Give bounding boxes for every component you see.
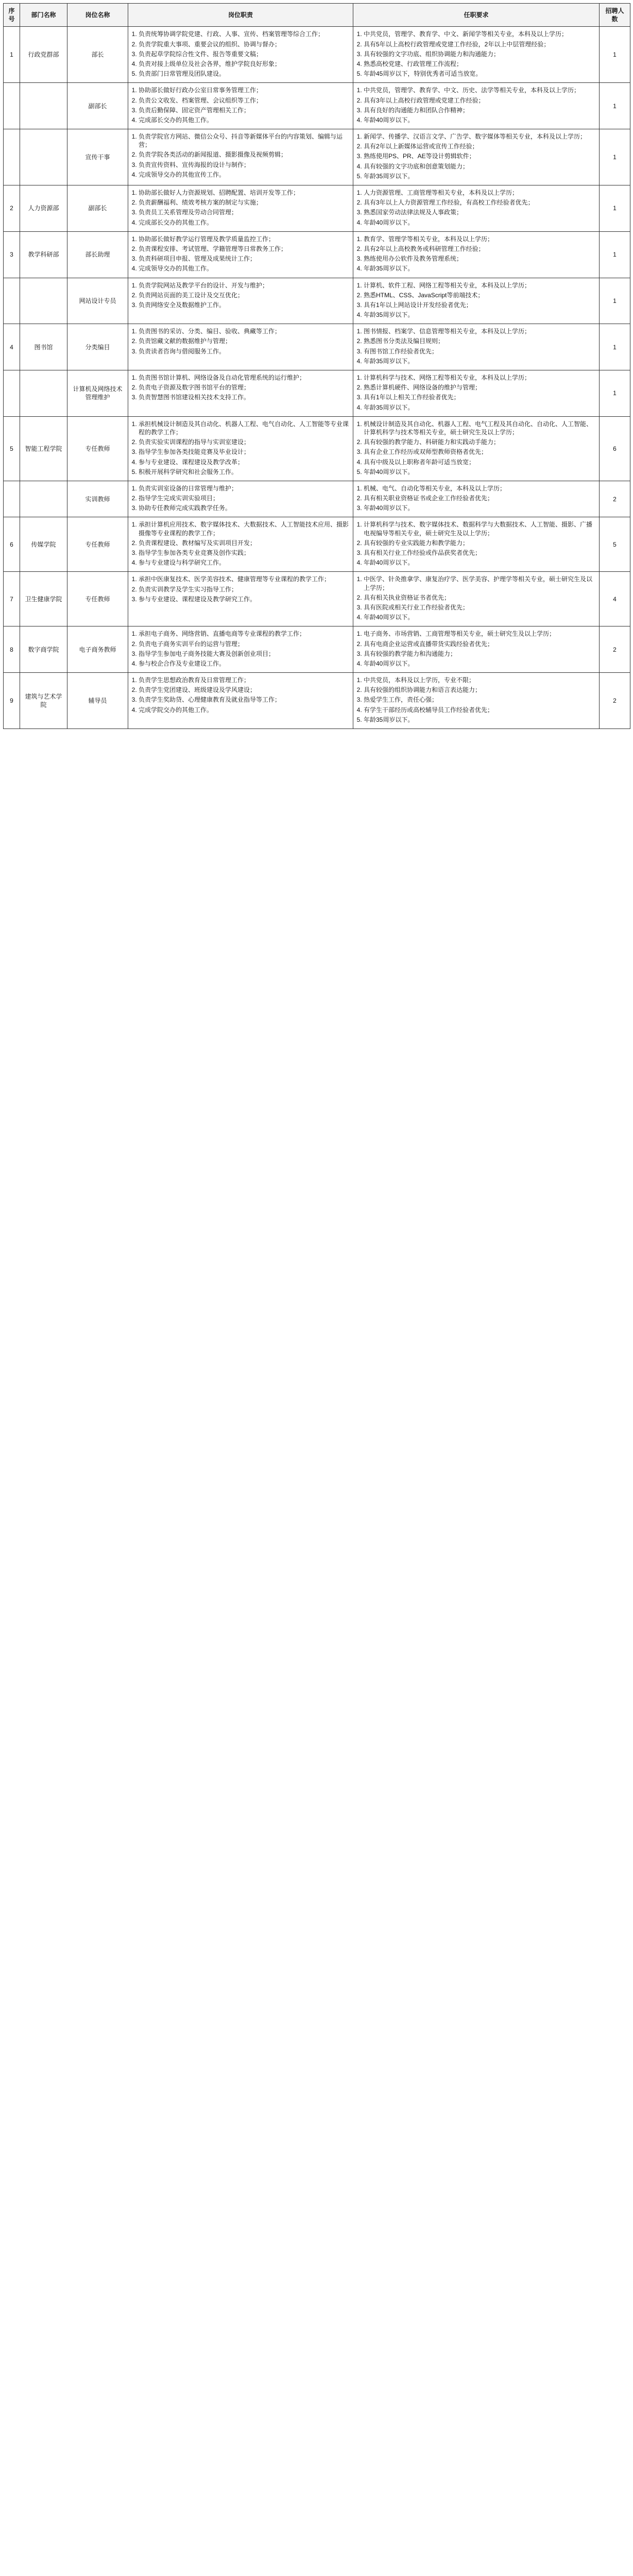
- requirement-item: 3. 具有企业工作经历或双师型教师资格者优先；: [364, 448, 596, 456]
- requirement-item: 4. 具有中级及以上职称者年龄可适当放宽；: [364, 458, 596, 466]
- requirement-item: 4. 有学生干部经历或高校辅导员工作经验者优先；: [364, 706, 596, 714]
- requirements-list: [356, 420, 596, 476]
- requirement-item: 1. 中医学、针灸推拿学、康复治疗学、医学美容、护理学等相关专业，硕士研究生及以上学历；: [364, 575, 596, 591]
- header-post: 岗位名称: [67, 4, 128, 27]
- duty-item: 1. 协助部长做好人力资源规划、招聘配置、培训开发等工作；: [139, 189, 350, 197]
- table-body: [4, 27, 630, 729]
- row-count: 1: [600, 231, 630, 278]
- requirement-item: 5. 年龄35周岁以下。: [364, 172, 596, 180]
- duty-item: 2. 负责网站页面的美工设计及交互优化；: [139, 291, 350, 299]
- requirement-item: 4. 熟悉高校党建、行政管理工作流程；: [364, 60, 596, 68]
- duty-item: 3. 协助专任教师完成实践教学任务。: [139, 504, 350, 512]
- requirement-item: 3. 具有较强的文字功底、组织协调能力和沟通能力；: [364, 50, 596, 58]
- header-count: 招聘人数: [600, 4, 630, 27]
- duty-item: 1. 承担中医康复技术、医学美容技术、健康管理等专业课程的教学工作；: [139, 575, 350, 583]
- requirements-list: [356, 575, 596, 621]
- duty-item: 4. 参与专业建设与科学研究工作。: [139, 558, 350, 567]
- row-serial: 4: [4, 324, 20, 370]
- row-duties: [128, 129, 353, 185]
- row-serial: [4, 129, 20, 185]
- duties-list: [131, 132, 350, 179]
- row-count: 5: [600, 517, 630, 572]
- requirement-item: 2. 熟悉HTML、CSS、JavaScript等前端技术；: [364, 291, 596, 299]
- row-department: [20, 129, 67, 185]
- requirements-list: [356, 132, 596, 180]
- row-requirements: [353, 278, 600, 324]
- row-post: 部长: [67, 27, 128, 83]
- row-duties: [128, 231, 353, 278]
- row-department: [20, 481, 67, 517]
- requirement-item: 1. 人力资源管理、工商管理等相关专业，本科及以上学历；: [364, 189, 596, 197]
- duty-item: 2. 负责课程安排、考试管理、学籍管理等日常教务工作；: [139, 245, 350, 253]
- requirement-item: 2. 具有2年以上新媒体运营或宣传工作经验；: [364, 142, 596, 150]
- duty-item: 2. 负责课程建设、教材编写及实训项目开发；: [139, 539, 350, 547]
- requirement-item: 1. 中共党员，管理学、教育学、中文、新闻学等相关专业，本科及以上学历；: [364, 30, 596, 38]
- row-serial: 3: [4, 231, 20, 278]
- requirement-item: 4. 年龄35周岁以下。: [364, 357, 596, 365]
- row-requirements: [353, 572, 600, 626]
- requirements-list: [356, 86, 596, 124]
- row-serial: 7: [4, 572, 20, 626]
- requirement-item: 4. 年龄35周岁以下。: [364, 403, 596, 412]
- row-requirements: [353, 481, 600, 517]
- requirement-item: 2. 具有较强的专业实践能力和教学能力；: [364, 539, 596, 547]
- duty-item: 4. 完成领导交办的其他宣传工作。: [139, 171, 350, 179]
- requirement-item: 1. 中共党员，本科及以上学历，专业不限；: [364, 676, 596, 684]
- duty-item: 1. 负责学院网站及教学平台的设计、开发与维护；: [139, 281, 350, 290]
- row-department: [20, 370, 67, 417]
- requirement-item: 4. 年龄40周岁以下。: [364, 659, 596, 668]
- row-post: 副部长: [67, 83, 128, 129]
- row-count: 6: [600, 416, 630, 481]
- row-count: 2: [600, 673, 630, 729]
- duty-item: 1. 负责学院官方网站、微信公众号、抖音等新媒体平台的内容策划、编辑与运营；: [139, 132, 350, 149]
- row-count: 4: [600, 572, 630, 626]
- row-department: 卫生健康学院: [20, 572, 67, 626]
- duties-list: [131, 374, 350, 402]
- row-duties: [128, 324, 353, 370]
- row-duties: [128, 517, 353, 572]
- requirements-list: [356, 630, 596, 668]
- duties-list: [131, 520, 350, 567]
- requirement-item: 2. 具有5年以上高校行政管理或党建工作经验，2年以上中层管理经验；: [364, 40, 596, 48]
- duty-item: 3. 负责读者咨询与借阅服务工作。: [139, 347, 350, 355]
- requirements-list: [356, 30, 596, 78]
- duty-item: 4. 完成学院交办的其他工作。: [139, 706, 350, 714]
- row-count: 1: [600, 27, 630, 83]
- row-department: 智能工程学院: [20, 416, 67, 481]
- table-row: [4, 416, 630, 481]
- row-requirements: [353, 673, 600, 729]
- header-department: 部门名称: [20, 4, 67, 27]
- duties-list: [131, 630, 350, 668]
- row-post: 专任教师: [67, 517, 128, 572]
- requirement-item: 3. 热爱学生工作，责任心强；: [364, 696, 596, 704]
- requirement-item: 5. 年龄45周岁以下，特别优秀者可适当放宽。: [364, 70, 596, 78]
- table-row: [4, 27, 630, 83]
- duty-item: 4. 完成部长交办的其他工作。: [139, 116, 350, 124]
- table-row: [4, 572, 630, 626]
- requirement-item: 3. 有图书馆工作经验者优先；: [364, 347, 596, 355]
- row-duties: [128, 626, 353, 673]
- duty-item: 3. 负责科研项目申报、管理及成果统计工作；: [139, 255, 350, 263]
- requirement-item: 2. 熟悉计算机硬件、网络设备的维护与管理；: [364, 383, 596, 392]
- duty-item: 3. 负责智慧图书馆建设相关技术支持工作。: [139, 393, 350, 401]
- requirement-item: 2. 具有2年以上高校教务或科研管理工作经验；: [364, 245, 596, 253]
- requirement-item: 3. 具有相关行业工作经验或作品获奖者优先；: [364, 549, 596, 557]
- row-serial: [4, 481, 20, 517]
- requirement-item: 4. 年龄35周岁以下。: [364, 264, 596, 273]
- row-requirements: [353, 626, 600, 673]
- duty-item: 4. 参与校企合作及专业建设工作。: [139, 659, 350, 668]
- duty-item: 3. 负责员工关系管理及劳动合同管理；: [139, 208, 350, 216]
- row-count: 1: [600, 324, 630, 370]
- duty-item: 1. 承担机械设计制造及其自动化、机器人工程、电气自动化、人工智能等专业课程的教学工作；: [139, 420, 350, 436]
- requirement-item: 3. 熟练使用办公软件及教务管理系统；: [364, 255, 596, 263]
- row-post: 专任教师: [67, 416, 128, 481]
- duty-item: 1. 负责学生思想政治教育及日常管理工作；: [139, 676, 350, 684]
- duty-item: 3. 指导学生参加各类技能竞赛及毕业设计；: [139, 448, 350, 456]
- row-duties: [128, 83, 353, 129]
- row-requirements: [353, 231, 600, 278]
- duties-list: [131, 484, 350, 513]
- duty-item: 1. 承担计算机应用技术、数字媒体技术、大数据技术、人工智能技术应用、摄影摄像等专业课程的教学工作；: [139, 520, 350, 537]
- requirement-item: 3. 年龄40周岁以下。: [364, 504, 596, 512]
- row-serial: 2: [4, 185, 20, 232]
- requirement-item: 3. 熟悉国家劳动法律法规及人事政策；: [364, 208, 596, 216]
- row-department: 行政党群部: [20, 27, 67, 83]
- row-department: 教学科研部: [20, 231, 67, 278]
- duty-item: 4. 参与专业建设、课程建设及教学改革；: [139, 458, 350, 466]
- requirement-item: 5. 年龄35周岁以下。: [364, 716, 596, 724]
- header-serial: 序号: [4, 4, 20, 27]
- row-serial: 1: [4, 27, 20, 83]
- row-requirements: [353, 27, 600, 83]
- requirement-item: 1. 中共党员，管理学、教育学、中文、历史、法学等相关专业，本科及以上学历；: [364, 86, 596, 94]
- row-department: [20, 83, 67, 129]
- table-row: [4, 626, 630, 673]
- duty-item: 2. 负责实验实训课程的指导与实训室建设；: [139, 438, 350, 446]
- requirement-item: 3. 具有1年以上网站设计开发经验者优先；: [364, 301, 596, 309]
- requirement-item: 1. 机械、电气、自动化等相关专业，本科及以上学历；: [364, 484, 596, 493]
- row-requirements: [353, 83, 600, 129]
- requirement-item: 1. 图书情报、档案学、信息管理等相关专业，本科及以上学历；: [364, 327, 596, 335]
- row-duties: [128, 185, 353, 232]
- duties-list: [131, 235, 350, 273]
- row-count: 2: [600, 481, 630, 517]
- duty-item: 1. 负责统筹协调学院党建、行政、人事、宣传、档案管理等综合工作；: [139, 30, 350, 38]
- row-requirements: [353, 517, 600, 572]
- duty-item: 4. 完成领导交办的其他工作。: [139, 264, 350, 273]
- requirement-item: 2. 具有相关执业资格证书者优先；: [364, 594, 596, 602]
- duty-item: 2. 负责实训教学及学生实习指导工作；: [139, 585, 350, 594]
- table-header: [4, 4, 630, 27]
- table-row: [4, 129, 630, 185]
- requirement-item: 4. 年龄40周岁以下。: [364, 558, 596, 567]
- row-serial: 9: [4, 673, 20, 729]
- requirement-item: 3. 熟练使用PS、PR、AE等设计剪辑软件；: [364, 152, 596, 160]
- duty-item: 3. 负责网络安全及数据维护工作。: [139, 301, 350, 309]
- duties-list: [131, 30, 350, 78]
- requirement-item: 2. 具有3年以上高校行政管理或党建工作经验；: [364, 96, 596, 105]
- row-count: 2: [600, 626, 630, 673]
- requirements-list: [356, 374, 596, 412]
- row-post: 分类编目: [67, 324, 128, 370]
- duty-item: 3. 指导学生参加电子商务技能大赛及创新创业项目；: [139, 650, 350, 658]
- row-requirements: [353, 416, 600, 481]
- duties-list: [131, 676, 350, 714]
- row-requirements: [353, 370, 600, 417]
- duty-item: 3. 指导学生参加各类专业竞赛及创作实践；: [139, 549, 350, 557]
- recruitment-document: [0, 0, 633, 734]
- table-row: [4, 481, 630, 517]
- row-serial: 5: [4, 416, 20, 481]
- row-duties: [128, 416, 353, 481]
- duties-list: [131, 281, 350, 310]
- row-serial: [4, 83, 20, 129]
- row-department: 建筑与艺术学院: [20, 673, 67, 729]
- requirement-item: 1. 电子商务、市场营销、工商管理等相关专业，硕士研究生及以上学历；: [364, 630, 596, 638]
- row-post: 实训教师: [67, 481, 128, 517]
- requirement-item: 1. 机械设计制造及其自动化、机器人工程、电气工程及其自动化、自动化、人工智能、计算机科学与技术等相关专业，硕士研究生及以上学历；: [364, 420, 596, 436]
- table-row: [4, 370, 630, 417]
- row-post: 专任教师: [67, 572, 128, 626]
- duty-item: 1. 负责图书的采访、分类、编目、验收、典藏等工作；: [139, 327, 350, 335]
- requirement-item: 1. 计算机科学与技术、数字媒体技术、数据科学与大数据技术、人工智能、摄影、广播电视编导等相关专业，硕士研究生及以上学历；: [364, 520, 596, 537]
- requirements-list: [356, 281, 596, 319]
- duty-item: 2. 负责公文收发、档案管理、会议组织等工作；: [139, 96, 350, 105]
- duties-list: [131, 86, 350, 124]
- header-duties: 岗位职责: [128, 4, 353, 27]
- requirement-item: 1. 计算机、软件工程、网络工程等相关专业，本科及以上学历；: [364, 281, 596, 290]
- row-serial: [4, 370, 20, 417]
- row-post: 网站设计专员: [67, 278, 128, 324]
- duty-item: 3. 负责学生奖助贷、心理健康教育及就业指导等工作；: [139, 696, 350, 704]
- row-department: 人力资源部: [20, 185, 67, 232]
- requirement-item: 3. 具有良好的沟通能力和团队合作精神；: [364, 106, 596, 114]
- duty-item: 3. 负责后勤保障、固定资产管理相关工作；: [139, 106, 350, 114]
- requirement-item: 4. 具有较强的文字功底和创意策划能力；: [364, 162, 596, 171]
- row-requirements: [353, 129, 600, 185]
- table-row: [4, 517, 630, 572]
- duty-item: 2. 负责学院重大事项、重要会议的组织、协调与督办；: [139, 40, 350, 48]
- duty-item: 4. 负责对接上级单位及社会各界，维护学院良好形象；: [139, 60, 350, 68]
- table-row: [4, 278, 630, 324]
- requirements-list: [356, 235, 596, 273]
- row-department: 图书馆: [20, 324, 67, 370]
- duty-item: 1. 协助部长做好教学运行管理及教学质量监控工作；: [139, 235, 350, 243]
- requirement-item: 2. 熟悉图书分类法及编目规则；: [364, 337, 596, 345]
- requirement-item: 1. 教育学、管理学等相关专业，本科及以上学历；: [364, 235, 596, 243]
- duty-item: 3. 负责起草学院综合性文件、报告等重要文稿；: [139, 50, 350, 58]
- table-row: [4, 324, 630, 370]
- row-post: 电子商务教师: [67, 626, 128, 673]
- duty-item: 3. 负责宣传资料、宣传海报的设计与制作；: [139, 161, 350, 169]
- row-count: 1: [600, 278, 630, 324]
- requirement-item: 2. 具有较强的组织协调能力和语言表达能力；: [364, 686, 596, 694]
- requirement-item: 3. 具有医院或相关行业工作经验者优先；: [364, 603, 596, 612]
- requirement-item: 2. 具有电商企业运营或直播带货实践经验者优先；: [364, 640, 596, 648]
- duty-item: 2. 负责馆藏文献的数据维护与管理；: [139, 337, 350, 345]
- row-post: 辅导员: [67, 673, 128, 729]
- row-requirements: [353, 185, 600, 232]
- recruitment-table: [3, 3, 630, 729]
- row-count: 1: [600, 129, 630, 185]
- duty-item: 2. 负责学生党团建设、班级建设及学风建设；: [139, 686, 350, 694]
- duty-item: 2. 负责薪酬福利、绩效考核方案的制定与实施；: [139, 198, 350, 207]
- duties-list: [131, 327, 350, 355]
- requirement-item: 4. 年龄40周岁以下。: [364, 613, 596, 621]
- duty-item: 2. 负责电子商务实训平台的运营与管理；: [139, 640, 350, 648]
- row-requirements: [353, 324, 600, 370]
- duty-item: 1. 负责实训室设备的日常管理与维护；: [139, 484, 350, 493]
- duties-list: [131, 575, 350, 603]
- row-serial: 6: [4, 517, 20, 572]
- requirement-item: 5. 年龄40周岁以下。: [364, 468, 596, 476]
- requirement-item: 3. 具有1年以上相关工作经验者优先；: [364, 393, 596, 401]
- requirement-item: 1. 新闻学、传播学、汉语言文学、广告学、数字媒体等相关专业，本科及以上学历；: [364, 132, 596, 141]
- requirement-item: 4. 年龄40周岁以下。: [364, 218, 596, 227]
- row-post: 副部长: [67, 185, 128, 232]
- requirement-item: 4. 年龄35周岁以下。: [364, 311, 596, 319]
- duty-item: 3. 参与专业建设、课程建设及教学研究工作。: [139, 595, 350, 603]
- row-serial: [4, 278, 20, 324]
- row-count: 1: [600, 370, 630, 417]
- duty-item: 1. 承担电子商务、网络营销、直播电商等专业课程的教学工作；: [139, 630, 350, 638]
- row-duties: [128, 481, 353, 517]
- requirements-list: [356, 520, 596, 567]
- duty-item: 1. 负责图书馆计算机、网络设备及自动化管理系统的运行维护；: [139, 374, 350, 382]
- requirement-item: 2. 具有相关职业资格证书或企业工作经验者优先；: [364, 494, 596, 502]
- table-row: [4, 185, 630, 232]
- requirement-item: 3. 具有较强的教学能力和沟通能力；: [364, 650, 596, 658]
- row-department: [20, 278, 67, 324]
- row-count: 1: [600, 83, 630, 129]
- row-department: 传媒学院: [20, 517, 67, 572]
- requirements-list: [356, 484, 596, 513]
- row-duties: [128, 572, 353, 626]
- requirements-list: [356, 189, 596, 227]
- duties-list: [131, 420, 350, 476]
- requirement-item: 2. 具有较强的教学能力、科研能力和实践动手能力；: [364, 438, 596, 446]
- table-row: [4, 673, 630, 729]
- duty-item: 5. 积极开展科学研究和社会服务工作。: [139, 468, 350, 476]
- duty-item: 2. 负责电子资源及数字图书馆平台的管理；: [139, 383, 350, 392]
- row-post: 宣传干事: [67, 129, 128, 185]
- requirement-item: 1. 计算机科学与技术、网络工程等相关专业，本科及以上学历；: [364, 374, 596, 382]
- duty-item: 2. 负责学院各类活动的新闻报道、摄影摄像及视频剪辑；: [139, 150, 350, 159]
- header-requirements: 任职要求: [353, 4, 600, 27]
- requirement-item: 4. 年龄40周岁以下。: [364, 116, 596, 124]
- row-post: 部长助理: [67, 231, 128, 278]
- row-count: 1: [600, 185, 630, 232]
- row-department: 数字商学院: [20, 626, 67, 673]
- row-duties: [128, 673, 353, 729]
- duty-item: 4. 完成部长交办的其他工作。: [139, 218, 350, 227]
- duty-item: 1. 协助部长做好行政办公室日常事务管理工作；: [139, 86, 350, 94]
- requirements-list: [356, 676, 596, 724]
- row-duties: [128, 278, 353, 324]
- table-row: [4, 231, 630, 278]
- duties-list: [131, 189, 350, 227]
- row-serial: 8: [4, 626, 20, 673]
- row-duties: [128, 27, 353, 83]
- row-post: 计算机及网络技术管理维护: [67, 370, 128, 417]
- duty-item: 5. 负责部门日常管理及团队建设。: [139, 70, 350, 78]
- requirement-item: 2. 具有3年以上人力资源管理工作经验，有高校工作经验者优先；: [364, 198, 596, 207]
- table-row: [4, 83, 630, 129]
- requirements-list: [356, 327, 596, 365]
- row-duties: [128, 370, 353, 417]
- duty-item: 2. 指导学生完成实训实验项目；: [139, 494, 350, 502]
